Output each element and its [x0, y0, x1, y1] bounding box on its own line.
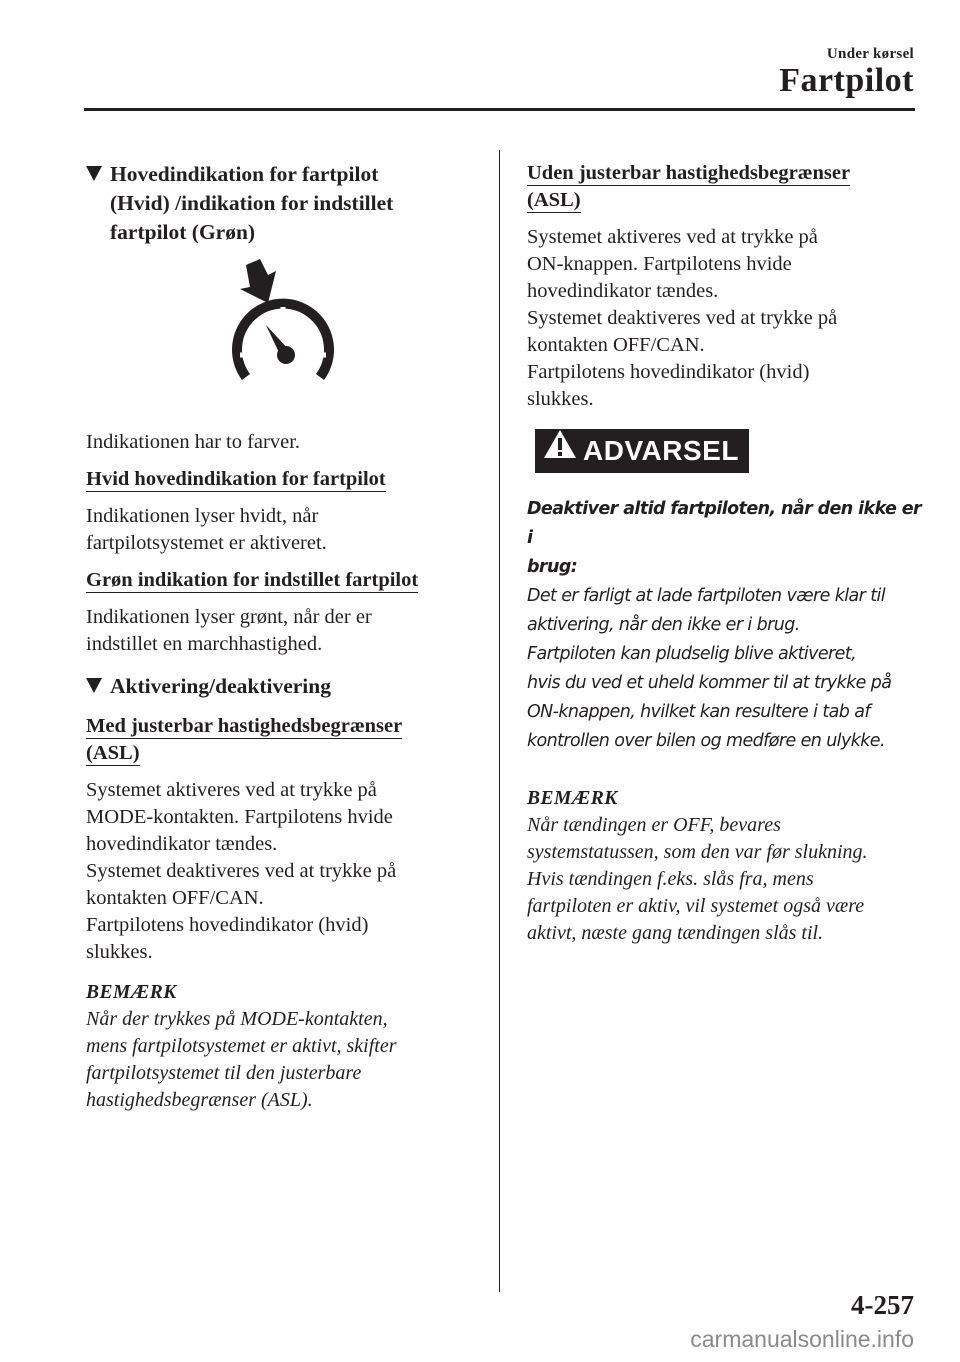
paragraph-white-indicator: Indikationen lyser hvidt, når fartpilotsystemet er aktiveret. [86, 505, 327, 554]
subheading-without-asl: Uden justerbar hastighedsbegrænser (ASL) [527, 162, 851, 211]
column-divider [499, 150, 500, 1292]
subheading-green-indicator: Grøn indikation for indstillet fartpilot [86, 569, 419, 591]
triangle-bullet-icon [86, 166, 102, 181]
cruise-control-indicator-icon [224, 259, 336, 389]
heading-line: (Hvid) /indikation for indstillet [110, 191, 394, 215]
heading-activation: Aktivering/deaktivering [86, 672, 446, 701]
warning-badge [535, 429, 749, 473]
paragraph-without-asl: Systemet aktiveres ved at trykke på ON-knappen. Fartpilotens hvide hovedindikator tændes. Systemet deaktiveres ved at trykke på kontakten OFF/CAN. Fartpilotens hovedindikator (hvid) slukkes. [527, 226, 838, 410]
paragraph-with-asl: Systemet aktiveres ved at trykke på MODE-kontakten. Fartpilotens hvide hovedindikator tændes. Systemet deaktiveres ved at trykke på kontakten OFF/CAN. Fartpilotens hovedindikator (hvid) slukkes. [86, 779, 397, 963]
subheading-with-asl: Med justerbar hastighedsbegrænser (ASL) [86, 715, 403, 764]
warning-text: Deaktiver altid fartpiloten, når den ikke er i brug: Det er farligt at lade fartpiloten være klar til aktivering, når den ikke er i brug. Fartpiloten kan pludselig blive aktiveret, hvis du ved et uheld kommer til at trykke på ON-knappen, hvilket kan resultere i tab af kontrollen over bilen og medføre en ulykke. [527, 499, 922, 751]
heading-line: Hovedindikation for fartpilot [110, 162, 379, 186]
watermark: carmanualsonline.info [690, 1326, 914, 1352]
heading-indicator [86, 160, 446, 247]
paragraph-green-indicator: Indikationen lyser grønt, når der er indstillet en marchhastighed. [86, 606, 372, 655]
triangle-bullet-icon [86, 678, 102, 693]
header-divider [84, 108, 915, 111]
note-title: BEMÆRK [86, 982, 177, 1003]
warning-triangle-icon [543, 428, 577, 472]
intro-text: Indikationen har to farver. [86, 431, 301, 453]
right-column [527, 160, 922, 947]
note-title: BEMÆRK [527, 788, 618, 809]
page-title: Fartpilot [779, 62, 914, 99]
left-column [86, 160, 446, 1114]
warning-label: ADVARSEL [583, 435, 739, 466]
note-body: Når der trykkes på MODE-kontakten, mens fartpilotsystemet er aktivt, skifter fartpilotsystemet til den justerbare hastighedsbegrænser (ASL). [86, 1008, 397, 1111]
section-label: Under kørsel [826, 46, 914, 62]
subheading-white-indicator: Hvid hovedindikation for fartpilot [86, 468, 386, 490]
heading-line: fartpilot (Grøn) [110, 220, 256, 244]
note-body: Når tændingen er OFF, bevares systemstatussen, som den var før slukning. Hvis tændingen f.eks. slås fra, mens fartpiloten er aktiv, vil systemet også være aktivt, næste gang tændingen slås til. [527, 814, 868, 944]
page-number: 4-257 [851, 1290, 914, 1320]
indicator-figure [86, 259, 446, 429]
